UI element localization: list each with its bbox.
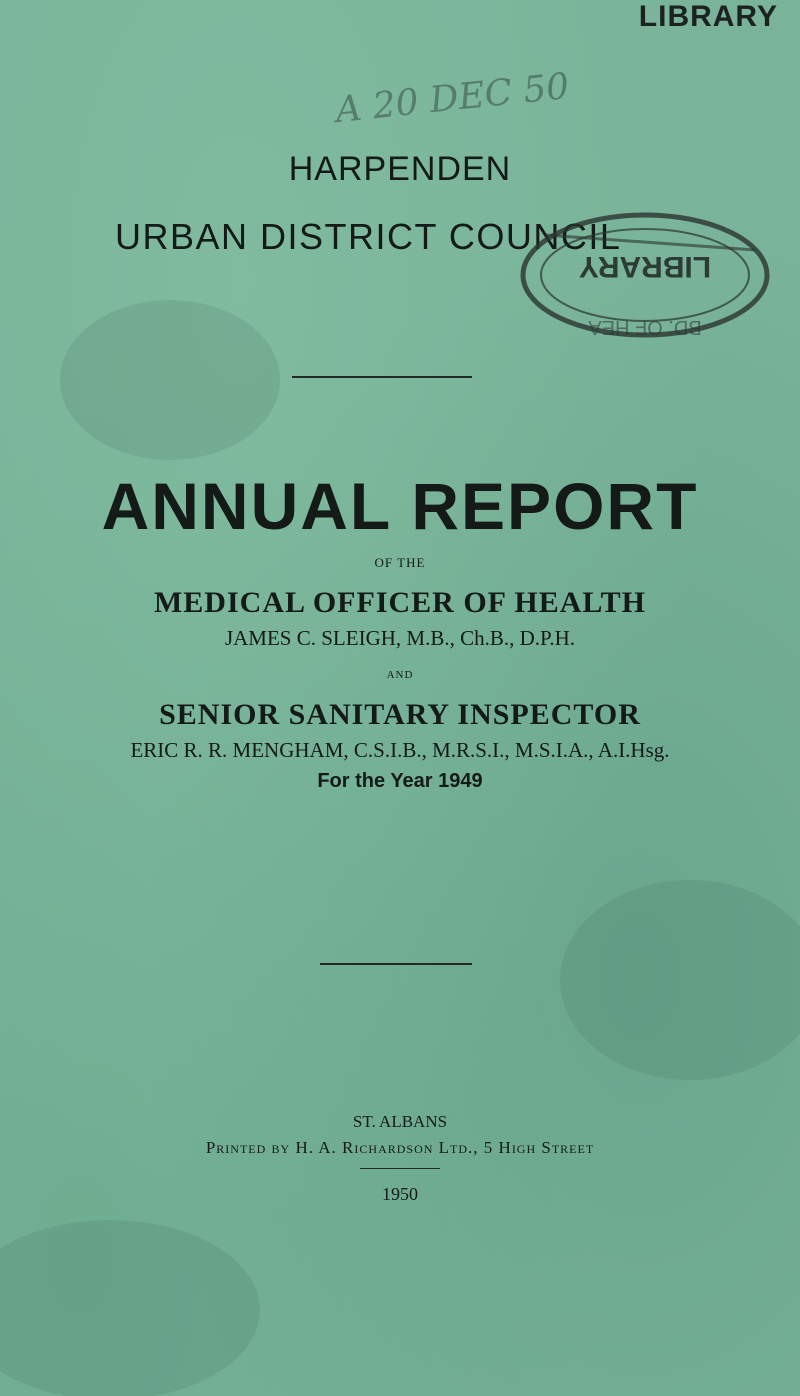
report-title: ANNUAL REPORT (101, 469, 699, 543)
paper-texture (60, 300, 280, 460)
library-stamp-subtext: BD. OF HEA (588, 316, 702, 338)
divider-top (292, 376, 472, 378)
sanitary-inspector-name: ERIC R. R. MENGHAM, C.S.I.B., M.R.S.I., M.S.I.A., A.I.Hsg. (130, 738, 670, 762)
council-name: HARPENDEN (288, 150, 512, 188)
of-the-label: OF THE (374, 555, 426, 570)
library-stamp-top: LIBRARY (638, 0, 778, 33)
paper-texture (560, 880, 800, 1080)
council-type: URBAN DISTRICT COUNCIL (115, 216, 622, 257)
library-stamp-text: LIBRARY (578, 250, 712, 283)
imprint-rule (360, 1168, 440, 1169)
imprint-printer: Printed by H. A. Richardson Ltd., 5 High Street (205, 1138, 595, 1157)
and-label: AND (386, 669, 414, 681)
divider-bottom (320, 963, 472, 965)
imprint-place: ST. ALBANS (352, 1112, 448, 1131)
sanitary-inspector-heading: SENIOR SANITARY INSPECTOR (159, 698, 641, 731)
paper-texture (0, 1220, 260, 1396)
medical-officer-name: JAMES C. SLEIGH, M.B., Ch.B., D.P.H. (224, 626, 576, 650)
handwritten-date-note: A 20 DEC 50 (333, 65, 572, 132)
report-year: For the Year 1949 (317, 770, 483, 792)
imprint-year: 1950 (382, 1184, 418, 1204)
library-oval-stamp (505, 195, 775, 365)
medical-officer-heading: MEDICAL OFFICER OF HEALTH (153, 586, 646, 619)
